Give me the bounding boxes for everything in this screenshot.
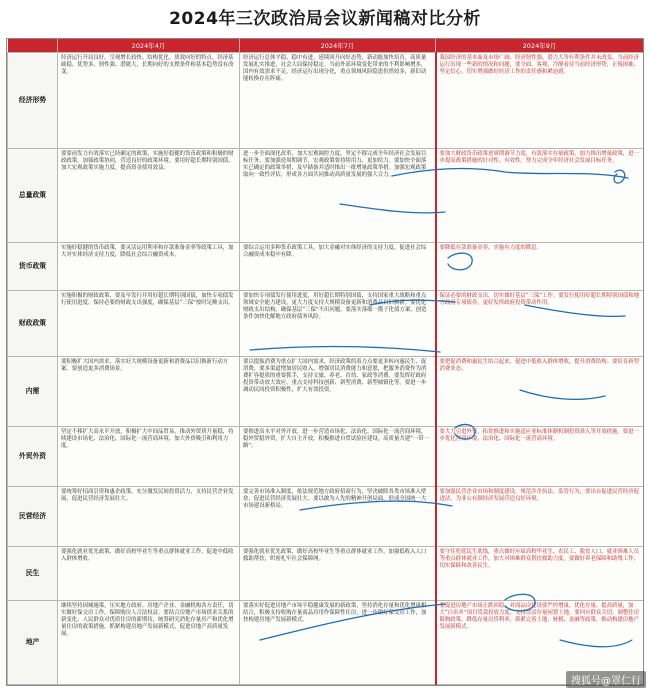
row-label: 民生 — [8, 547, 58, 601]
page-title: 2024年三次政治局会议新闻稿对比分析 — [169, 9, 481, 29]
cell-september: 要加强民营企业市场和制度建设，规范涉企执法、监管行为，要出台促进民营经济促进法，为非公有制经济发展营造良好环境。 — [436, 487, 644, 547]
row-label: 货币政策 — [8, 243, 58, 291]
cell-april: 要强化就业优先政策，做好高校毕业生等重点群体就业工作，促进中低收入群体增收。 — [58, 547, 240, 601]
cell-july: 要加快专项债发行使用进度，用好超长期特别国债，支持国家重大战略和重点领域安全能力建设，更大力度支持大规模设备更新和消费品以旧换新。要优化财政支出结构，确保基层“三保”不出问题。要落实落细一揽子化债方案，创造条件加快化解地方政府债务风险。 — [240, 291, 436, 357]
cell-september: 要加大财政货币政策逆周期调节力度，有效落实存量政策，加力推出增量政策，进一步提高政策措施的针对性、有效性。努力完成全年经济社会发展目标任务。 — [436, 149, 644, 243]
cell-april: 要靠前发力有效落实已经确定的政策，实施好稳健的货币政策和积极的财政政策，加强政策协同，营造良好的政策环境。要用好超长期特别国债，加大宏观政策实施力度，提高资金使用效益。 — [58, 149, 240, 243]
cell-april: 继续坚持因城施策，压实地方政府、房地产企业、金融机构各方责任，切实做好保交房工作，保障购房人合法权益。要结合房地产市场供求关系的新变化、人民群众对优质住房的新期待，统筹研究消化存量房产和优化增量住房的政策措施，抓紧构建房地产发展新模式，促进房地产高质量发展。 — [58, 601, 240, 685]
cell-april: 坚定不移扩大高水平开放，积极扩大中间品贸易，推动外贸质升量稳，持续建设市场化、法治化、国际化一流营商环境，加大外资吸引和利用力度。 — [58, 427, 240, 487]
cell-september: 要降低存款准备金率，实施有力度的降息。 — [436, 243, 644, 291]
row-label: 外贸外资 — [8, 427, 58, 487]
header-row — [8, 39, 644, 53]
cell-july: 经济运行总体平稳、稳中有进，延续回升向好态势，新动能加快培育，高质量发展扎实推进，社会大局保持稳定。当前外部环境变化带来的不利影响增多，国内有效需求不足，经济运行出现分化，重点领域风险隐患仍然较多，新旧动能转换存在阵痛。 — [240, 53, 436, 149]
row-label: 经济形势 — [8, 53, 58, 149]
header-september: 2024年9月 — [436, 39, 644, 53]
cell-september: 要把促消费和惠民生结合起来，促进中低收入群体增收，提升消费结构。要培育新型消费业态。 — [436, 357, 644, 427]
table-row — [8, 487, 644, 547]
table-row — [8, 53, 644, 149]
cell-april: 要积极扩大国内需求，落实好大规模设备更新和消费品以旧换新行动方案。要创造更多消费场景。 — [58, 357, 240, 427]
table-row — [8, 291, 644, 357]
table-row — [8, 601, 644, 685]
row-label: 民营经济 — [8, 487, 58, 547]
cell-april: 实施积极的财政政策，要及早发行并用好超长期特别国债，加快专项债发行使用进度，保持必要的财政支出强度，确保基层“三保”按时足额支出。 — [58, 291, 240, 357]
row-label: 财政政策 — [8, 291, 58, 357]
cell-july: 要综合运用多种货币政策工具，加大金融对实体经济的支持力度，促进社会综合融资成本稳中有降。 — [240, 243, 436, 291]
header-july: 2024年7月 — [240, 39, 436, 53]
table-row — [8, 149, 644, 243]
comparison-table — [7, 39, 644, 685]
table-row — [8, 547, 644, 601]
header-april: 2024年4月 — [58, 39, 240, 53]
row-label: 地产 — [8, 601, 58, 685]
row-label: 总量政策 — [8, 149, 58, 243]
cell-july: 要以提振消费为重点扩大国内需求，经济政策的着力点要更多转向惠民生、促消费，要多渠道增加居民收入，增强居民消费能力和意愿，把服务消费作为消费扩容提质的重要抓手，支持文旅、养老、育幼、家政等消费。要发挥好政府投资带动放大效应，重点支持科技创新、新型消费、新型城镇化等。要进一步调动民间投资积极性，扩大有效投资。 — [240, 357, 436, 427]
row-label: 内需 — [8, 357, 58, 427]
table-row — [8, 357, 644, 427]
header-blank — [8, 39, 58, 53]
cell-july: 要推进高水平对外开放，进一步营造市场化、法治化、国际化一流营商环境，稳外贸稳外资，扩大自主开放，积极推进自贸试验区建设，高质量共建“一带一路”。 — [240, 427, 436, 487]
cell-july: 要落实好促进房地产市场平稳健康发展的新政策，坚持消化存量和优化增量相结合，积极支持收购存量商品房用作保障性住房，进一步做好保交房工作，加快构建房地产发展新模式。 — [240, 601, 436, 685]
cell-april: 要统筹好招商引资和惠企政策，充分激发民间投资活力，支持民营企业发展，促进民营经济发展壮大。 — [58, 487, 240, 547]
cell-september: 我国经济的基本面及市场广阔、经济韧性强、潜力大等有利条件并未改变。当前经济运行出现一些新的情况和问题，要全面、客观、冷静看待当前经济形势，正视困难、坚定信心，切实增强做好经济工作的责任感和紧迫感。 — [436, 53, 644, 149]
cell-september: 要守住兜底民生底线，重点做好应届高校毕业生、农民工、脱贫人口、就业困难人员等重点群体就业工作，加大对困难群众帮扶救助力度。要做好养老保障和助残工作，切实保障和改善民生。 — [436, 547, 644, 601]
cell-april: 经济运行开局良好，呈现增长较快、结构优化、质效向好的特点，经济基础稳、优势多、韧性强、潜能大，长期向好的支撑条件和基本趋势没有改变。 — [58, 53, 240, 149]
cell-september: 要促进房地产市场止跌回稳，对商品房建设要严控增量、优化存量、提高质量，加大“白名单”项目贷款投放力度，支持盘活存量闲置土地。要回应群众关切，调整住房限购政策，降低存量房贷利率，抓紧完善土地、财税、金融等政策，推动构建房地产发展新模式。 — [436, 601, 644, 685]
cell-july: 进一步全面深化改革，加大宏观调控力度，坚定不移完成全年经济社会发展目标任务。要加强逆周期调节，宏观政策要持续用力、更加给力。要加快全面落实已确定的政策举措，及早储备并适时推出一批增量政策举措。加强宏观政策取向一致性评估，形成各方面共同推动高质量发展的强大合力。 — [240, 149, 436, 243]
table-row — [8, 243, 644, 291]
cell-september: 保证必要的财政支出，切实做好基层“三保”工作。要发行使用好超长期特别国债和地方政府专项债券，更好发挥政府投资带动作用。 — [436, 291, 644, 357]
watermark: 搜狐号@罩仁行 — [566, 671, 646, 688]
cell-april: 实施好稳健的货币政策，要灵活运用利率和存款准备金率等政策工具，加大对实体经济支持力度，降低社会综合融资成本。 — [58, 243, 240, 291]
table-row — [8, 427, 644, 487]
cell-september: 要大力引进外资，拓宽推进和实施适应业标准体制机制投资准入等开放措施。要进一步优化营商环境，法治化、国际化一流营商环境。 — [436, 427, 644, 487]
cell-july: 要强化就业优先政策，做好高校毕业生等重点群体就业工作，加强低收入人口救助帮扶，织密扎牢社会保障网。 — [240, 547, 436, 601]
comparison-sheet — [6, 38, 644, 686]
cell-july: 要完善市场准入制度，依法规范地方政府招商行为，坚决破除各类市场准入壁垒，促进民营经济发展壮大。要以敢为人先的精神开创局面，形成全国统一大市场建设新格局。 — [240, 487, 436, 547]
